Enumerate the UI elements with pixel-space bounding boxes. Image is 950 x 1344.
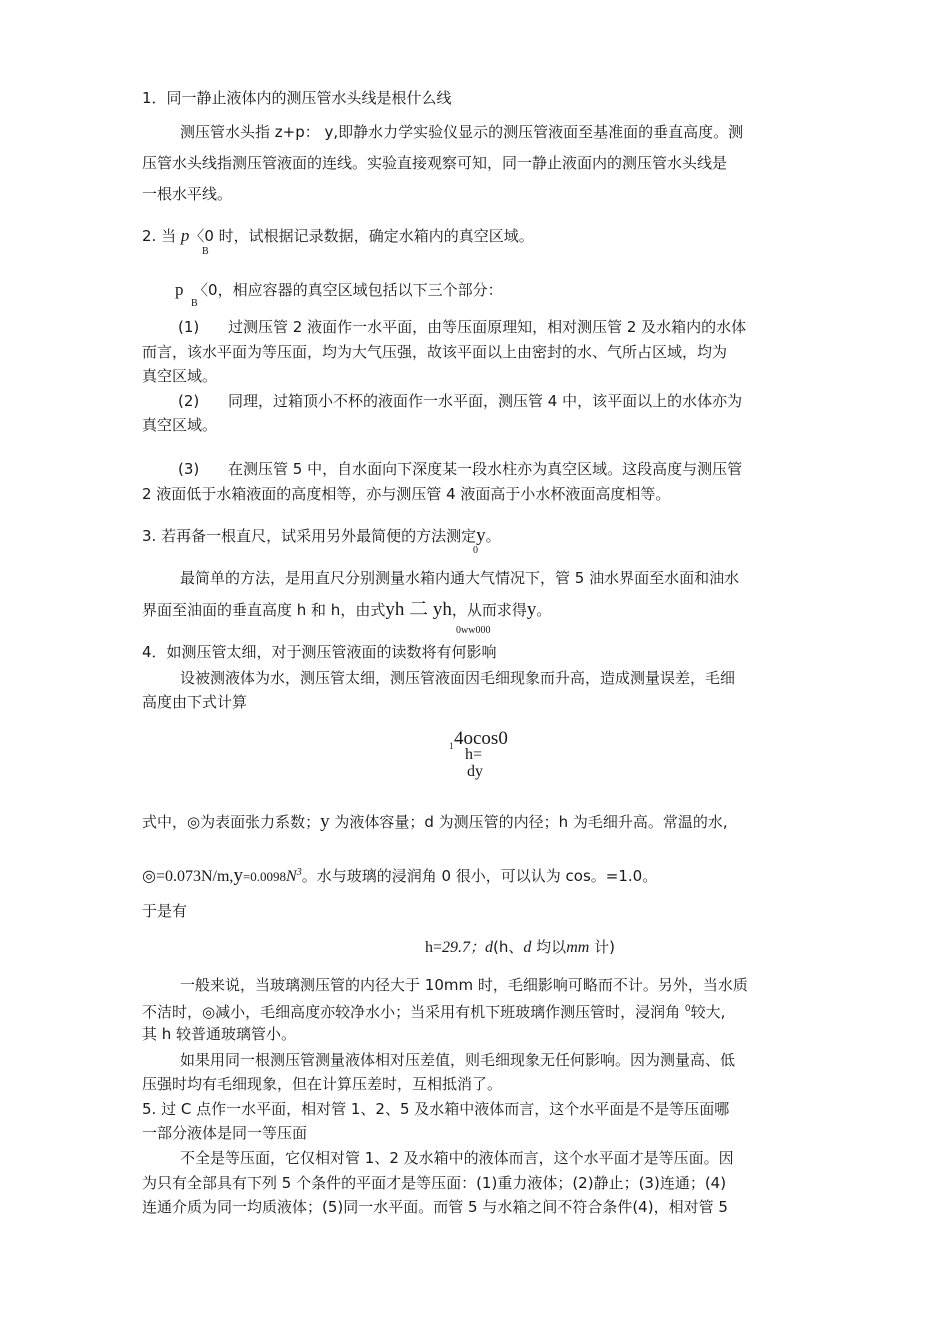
formula-lhs: h= xyxy=(465,746,483,763)
q5-para-line: 不全是等压面，它仅相对管 1、2 及水箱中的液体而言，这个水平面才是等压面。因 xyxy=(180,1149,734,1167)
formula-numerator: 4ocos0 xyxy=(454,728,508,749)
q4-para-line: $◎=0.073N/m,y=0.0098N^3$。水与玻璃的浸润角 0 很小，可以认为 cos。=1.0。 xyxy=(142,865,658,886)
q2-item-number: (3) xyxy=(178,460,200,478)
q2-item-line: 真空区域。 xyxy=(142,367,218,385)
q3-title: 3. 若再备一根直尺，试采用另外最简便的方法测定y。 xyxy=(142,525,501,546)
q4-para-line: 压强时均有毛细现象，但在计算压差时，互相抵消了。 xyxy=(142,1075,503,1093)
subscript: 0 xyxy=(473,545,478,556)
pressure-symbol: p xyxy=(175,280,184,299)
q4-para-line: 设被测液体为水，测压管太细，测压管液面因毛细现象而升高，造成测量误差，毛细 xyxy=(180,669,736,687)
subscript: B xyxy=(202,246,209,257)
q5-para-line: 为只有全部具有下列 5 个条件的平面才是等压面：(1)重力液体；(2)静止；(3)连通；(4) xyxy=(142,1174,727,1192)
q2-item-number: (1) xyxy=(178,318,200,336)
q2-item-line: 过测压管 2 液面作一水平面，由等压面原理知，相对测压管 2 及水箱内的水体 xyxy=(228,318,747,336)
q2-title: 2. 当 p〈0 时，试根据记录数据，确定水箱内的真空区域。 xyxy=(142,226,534,245)
q3-para-line: 最简单的方法，是用直尺分别测量水箱内通大气情况下，管 5 油水界面至水面和油水 xyxy=(180,569,740,587)
q1-title: 1．同一静止液体内的测压管水头线是根什么线 xyxy=(142,89,452,107)
q4-para-line: 如果用同一根测压管测量液体相对压差值，则毛细现象无任何影响。因为测量高、低 xyxy=(180,1051,736,1069)
q5-title-line: 5. 过 C 点作一水平面，相对管 1、2、5 及水箱中液体而言，这个水平面是不是等压面哪 xyxy=(142,1100,730,1118)
q5-title-line: 一部分液体是同一等压面 xyxy=(142,1124,308,1142)
q4-para-line: 高度由下式计算 xyxy=(142,693,248,711)
q4-para-line: 式中，◎为表面张力系数；y 为液体容量；d 为测压管的内径；h 为毛细升高。常温的水, xyxy=(142,811,728,832)
q1-para-line: 一根水平线。 xyxy=(142,185,233,203)
formula-denominator: dy xyxy=(467,763,483,780)
q4-title: 4．如测压管太细，对于测压管液面的读数将有何影响 xyxy=(142,643,497,661)
subscript: 0ww000 xyxy=(456,625,491,636)
q2-item-line: 在测压管 5 中，自水面向下深度某一段水柱亦为真空区域。这段高度与测压管 xyxy=(228,460,743,478)
q3-para-line: 界面至油面的垂直高度 h 和 h，由式yh 二 yh，从而求得y。 xyxy=(142,599,552,620)
formula-superscript: 1 xyxy=(449,741,454,751)
q4-para-line: 不洁时，◎减小，毛细高度亦较净水小；当采用有机下班玻璃作测压管时，浸润角 $^0$较大, xyxy=(142,1003,726,1021)
q4-para-line: 于是有 xyxy=(142,902,188,920)
formula: yh 二 yh xyxy=(385,599,452,620)
q1-para-line: 压管水头线指测压管液面的连线。实验直接观察可知，同一静止液面内的测压管水头线是 xyxy=(142,154,728,172)
q2-item-line: 而言，该水平面为等压面，均为大气压强，故该平面以上由密封的水、气所占区域，均为 xyxy=(142,343,728,361)
q4-formula-2: h=29.7；d(h、d 均以mm 计) xyxy=(425,938,615,956)
q2-item-number: (2) xyxy=(178,392,200,410)
subscript: B xyxy=(191,298,198,309)
q2-item-line: 同理，过箱顶小不杯的液面作一水平面，测压管 4 中，该平面以上的水体亦为 xyxy=(228,392,743,410)
pressure-symbol: p xyxy=(180,226,190,245)
q5-para-line: 连通介质为同一均质液体；(5)同一水平面。而管 5 与水箱之间不符合条件(4)，相对管 5 xyxy=(142,1198,728,1216)
q4-para-line: 一般来说，当玻璃测压管的内径大于 10mm 时，毛细影响可略而不计。另外，当水质 xyxy=(180,976,748,994)
q2-intro: p 〈0，相应容器的真空区域包括以下三个部分： xyxy=(175,280,503,299)
q1-para-line: 测压管水头指 z+p： y,即静水力学实验仪显示的测压管液面至基准面的垂直高度。测 xyxy=(180,123,744,141)
q4-para-line: 其 h 较普通玻璃管小。 xyxy=(142,1025,297,1043)
q2-item-line: 真空区域。 xyxy=(142,416,218,434)
q2-item-line: 2 液面低于水箱液面的高度相等，亦与测压管 4 液面高于小水杯液面高度相等。 xyxy=(142,485,671,503)
